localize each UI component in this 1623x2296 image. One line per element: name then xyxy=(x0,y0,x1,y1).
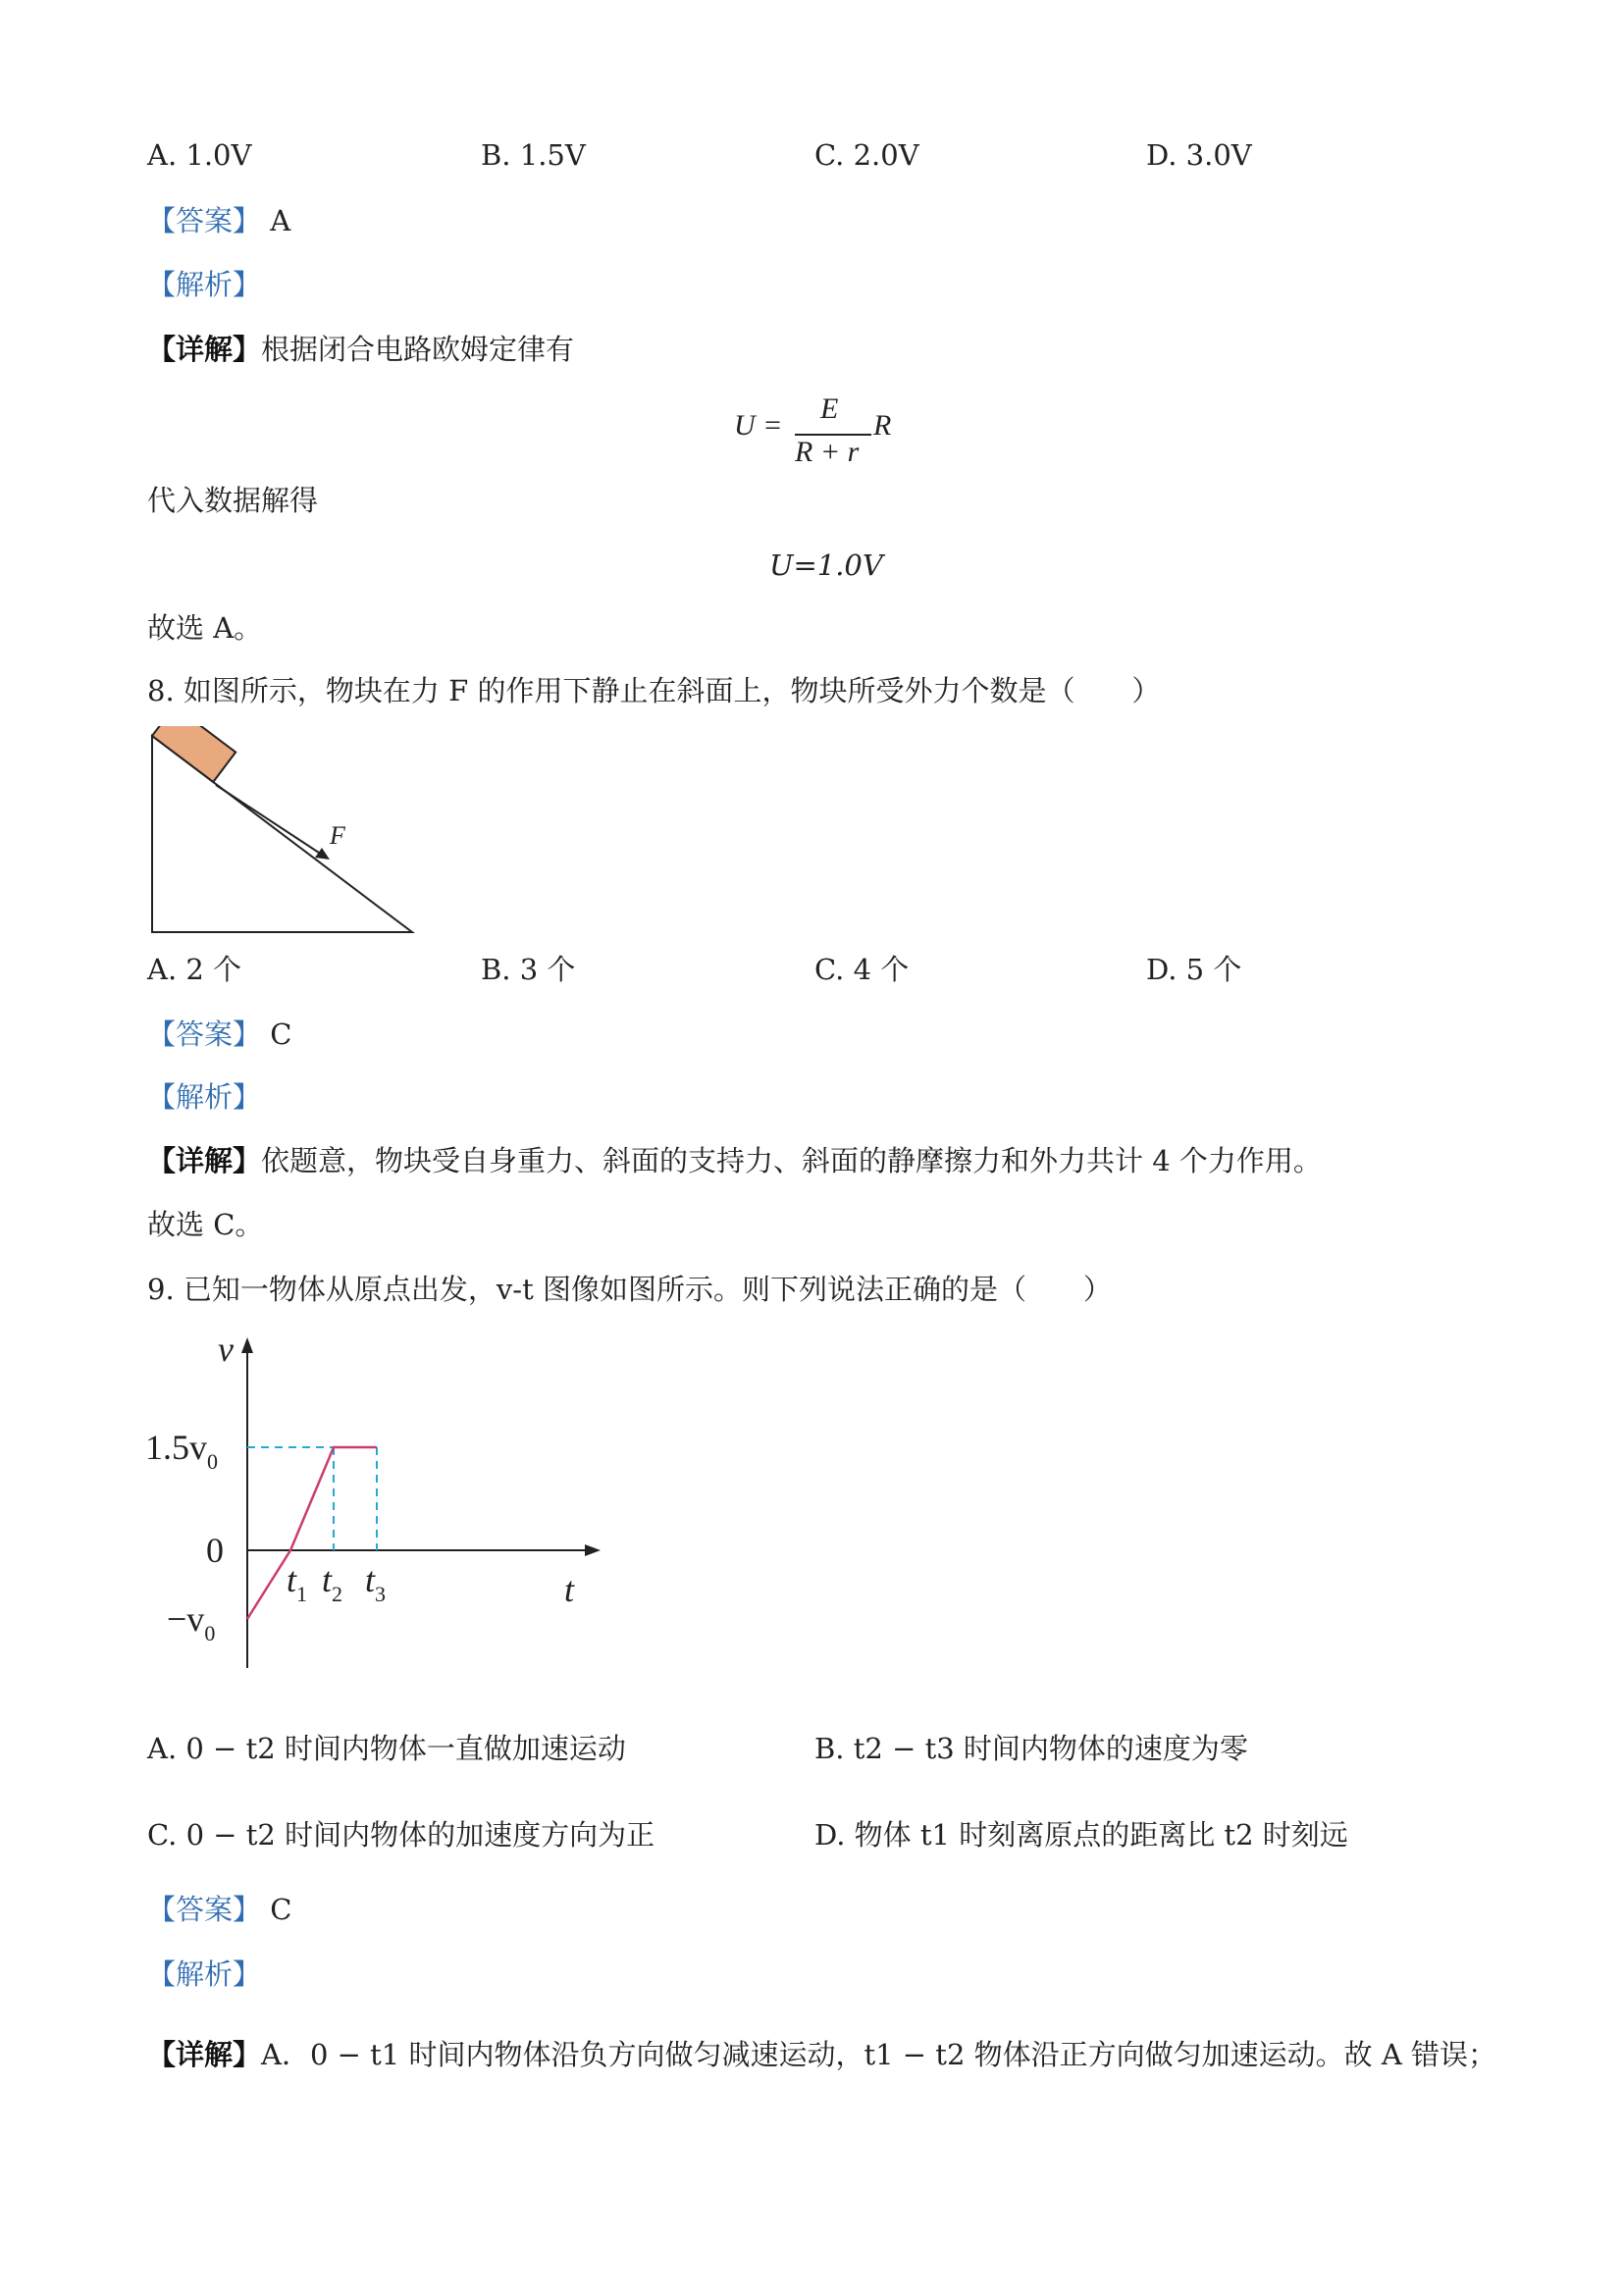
q9-detail-line xyxy=(147,2037,1496,2072)
formula-lhs: U = xyxy=(734,409,783,442)
q7-result: U=1.0V xyxy=(769,548,883,582)
q8-answer-line xyxy=(147,1017,291,1052)
series-line xyxy=(247,1447,377,1619)
answer-value: C xyxy=(270,1018,292,1051)
y-tick-2 xyxy=(167,1599,215,1645)
formula-rhs: R xyxy=(873,409,892,442)
answer-value: A xyxy=(270,204,291,237)
force-arrow xyxy=(216,785,322,855)
x-axis-arrowhead xyxy=(585,1544,601,1556)
q7-formula xyxy=(734,392,901,471)
x-tick-t1 xyxy=(287,1560,307,1606)
detail-tag: 【详解】 xyxy=(147,333,262,366)
detail-tag: 【详解】 xyxy=(147,2038,262,2071)
q8-conclusion: 故选 C。 xyxy=(147,1208,264,1241)
y-tick-0 xyxy=(145,1428,218,1474)
q7-option-d: D. 3.0V xyxy=(1146,138,1252,172)
force-label: F xyxy=(330,821,345,850)
force-arrowhead xyxy=(315,848,330,860)
detail-text: 依题意，物块受自身重力、斜面的支持力、斜面的静摩擦力和外力共计 4 个力作用。 xyxy=(261,1144,1322,1177)
answer-tag: 【答案】 xyxy=(147,1018,262,1051)
x-tick-t2 xyxy=(322,1560,342,1606)
block xyxy=(152,726,236,782)
y-tick-0-base: 1.5v xyxy=(145,1428,207,1467)
y-axis-arrowhead xyxy=(241,1337,253,1353)
y-tick-2-base: −v xyxy=(167,1599,205,1639)
q7-analysis-tag: 【解析】 xyxy=(147,268,262,301)
formula-denominator: R + r xyxy=(795,436,860,468)
q8-option-d: D. 5 个 xyxy=(1146,953,1242,986)
y-tick-0: 0 xyxy=(206,1531,224,1570)
q9-option-d: D. 物体 t1 时刻离原点的距离比 t2 时刻远 xyxy=(814,1818,1348,1852)
q8-incline-figure xyxy=(137,726,432,942)
y-tick-2-subscript: 0 xyxy=(204,1621,216,1645)
answer-tag: 【答案】 xyxy=(147,1893,262,1926)
q7-substitute-text: 代入数据解得 xyxy=(147,484,319,517)
q9-analysis-tag: 【解析】 xyxy=(147,1957,262,1991)
q9-option-c: C. 0 − t2 时间内物体的加速度方向为正 xyxy=(147,1818,655,1852)
q7-detail-line xyxy=(147,332,574,367)
q7-option-c: C. 2.0V xyxy=(814,138,919,172)
detail-tag: 【详解】 xyxy=(147,1144,262,1177)
formula-numerator: E xyxy=(820,392,839,425)
x-tick-t3 xyxy=(365,1560,386,1606)
x-tick-t1-base: t xyxy=(287,1560,297,1599)
x-tick-t3-base: t xyxy=(365,1560,376,1599)
q8-option-b: B. 3 个 xyxy=(481,953,576,986)
q9-option-b: B. t2 − t3 时间内物体的速度为零 xyxy=(814,1732,1248,1765)
q8-detail-line xyxy=(147,1143,1322,1178)
x-axis-label: t xyxy=(564,1570,575,1609)
answer-value: C xyxy=(270,1893,292,1926)
x-tick-t2-base: t xyxy=(322,1560,333,1599)
q7-answer-line xyxy=(147,203,290,238)
answer-tag: 【答案】 xyxy=(147,204,262,237)
x-tick-t1-subscript: 1 xyxy=(296,1582,308,1606)
q9-vt-chart xyxy=(137,1330,608,1693)
q8-stem: 8. 如图所示，物块在力 F 的作用下静止在斜面上，物块所受外力个数是（ ） xyxy=(147,674,1161,707)
x-tick-t3-subscript: 3 xyxy=(375,1582,387,1606)
detail-text: 根据闭合电路欧姆定律有 xyxy=(261,333,575,366)
q7-option-a: A. 1.0V xyxy=(147,138,252,172)
y-axis-label: v xyxy=(218,1330,234,1369)
q7-option-b: B. 1.5V xyxy=(481,138,586,172)
q8-analysis-tag: 【解析】 xyxy=(147,1080,262,1114)
y-tick-0-subscript: 0 xyxy=(207,1449,218,1474)
x-tick-t2-subscript: 2 xyxy=(332,1582,343,1606)
q8-option-a: A. 2 个 xyxy=(147,953,242,986)
q9-answer-line xyxy=(147,1892,291,1927)
q7-conclusion: 故选 A。 xyxy=(147,611,263,645)
q9-stem: 9. 已知一物体从原点出发，v-t 图像如图所示。则下列说法正确的是（ ） xyxy=(147,1273,1112,1306)
detail-text: A．0 − t1 时间内物体沿负方向做匀减速运动，t1 − t2 物体沿正方向做匀加速运动。故 A 错误； xyxy=(261,2038,1497,2071)
formula-fraction xyxy=(795,392,871,471)
q9-option-a: A. 0 − t2 时间内物体一直做加速运动 xyxy=(147,1732,626,1765)
q8-option-c: C. 4 个 xyxy=(814,953,910,986)
